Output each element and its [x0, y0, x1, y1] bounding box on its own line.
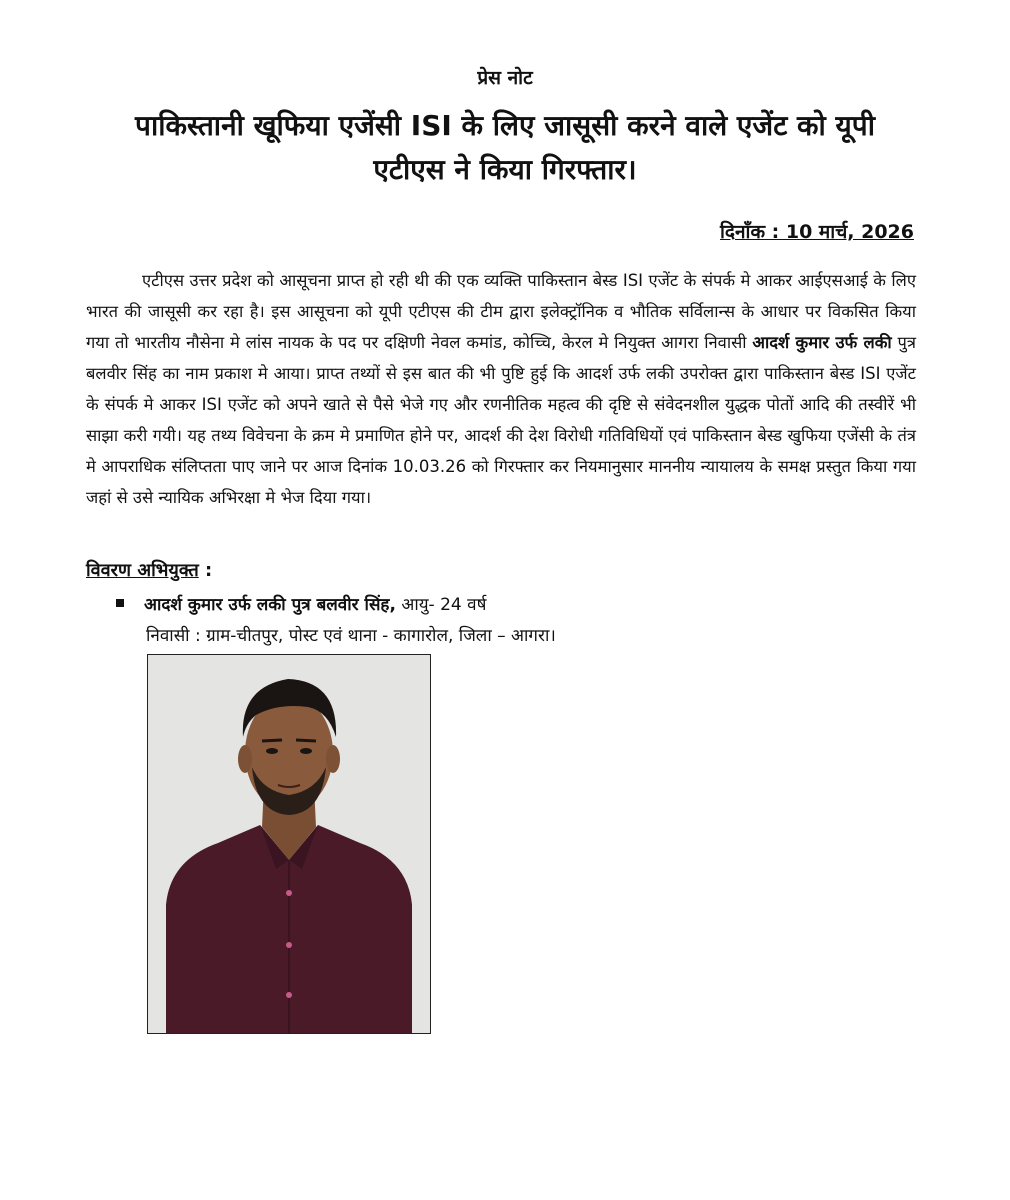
section-title-colon: : — [198, 560, 213, 581]
shirt-button-3 — [286, 992, 292, 998]
accused-photo-illustration — [148, 655, 430, 1033]
body-paragraph — [86, 265, 916, 513]
date-line: दिनाँक : 10 मार्च, 2026 — [719, 221, 914, 243]
shirt-button-1 — [286, 890, 292, 896]
headline-line-1: पाकिस्तानी खूफिया एजेंसी ISI के लिए जासूसी करने वाले एजेंट को यूपी — [135, 109, 875, 142]
left-eye — [266, 748, 278, 754]
accused-line-1 — [116, 590, 916, 621]
shirt-button-2 — [286, 942, 292, 948]
press-note-heading: प्रेस नोट — [477, 67, 533, 89]
body-text-part-2: पुत्र बलवीर सिंह का नाम प्रकाश मे आया। प्राप्त तथ्यों से इस बात की भी पुष्टि हुई कि आदर्श उर्फ लकी उपरोक्त द्वारा पाकिस्तान बेस्ड ISI एजेंट के संपर्क मे आकर ISI एजेंट को अपने खाते से पैसे भेजे गए और रणनीतिक महत्व की दृष्टि से संवेदनशील युद्धक पोतों आदि की तस्वीरें भी साझा करी गयी। यह तथ्य विवेचना के क्रम मे प्रमाणित होने पर, आदर्श की देश विरोधी गतिविधियों एवं पाकिस्तान बेस्ड खुफिया एजेंसी के तंत्र मे आपराधिक संलिप्तता पाए जाने पर आज दिनांक 10.03.26 को गिरफ्तार कर नियमानुसार माननीय न्यायालय के समक्ष प्रस्तुत किया गया जहां से उसे न्यायिक अभिरक्षा मे भेज दिया गया। — [86, 333, 916, 507]
body-bold-name: आदर्श कुमार उर्फ लकी — [752, 333, 892, 352]
headline — [80, 104, 930, 192]
left-eyebrow — [262, 740, 282, 741]
accused-address: निवासी : ग्राम-चीतपुर, पोस्ट एवं थाना - कागारोल, जिला – आगरा। — [146, 626, 556, 646]
right-ear — [326, 745, 340, 773]
right-eyebrow — [296, 740, 316, 741]
section-title-text: विवरण अभियुक्त — [86, 560, 199, 581]
accused-age: आयु- 24 वर्ष — [395, 595, 487, 615]
accused-details-title — [86, 558, 212, 582]
bullet-icon — [116, 599, 124, 607]
body-text-part-1: एटीएस उत्तर प्रदेश को आसूचना प्राप्त हो रही थी की एक व्यक्ति पाकिस्तान बेस्ड ISI एजेंट के संपर्क मे आकर आईएसआई के लिए भारत की जासूसी कर रहा है। इस आसूचना को यूपी एटीएस की टीम द्वारा इलेक्ट्रॉनिक व भौतिक सर्विलान्स के आधार पर विकसित किया गया तो भारतीय नौसेना मे लांस नायक के पद पर दक्षिणी नेवल कमांड, कोच्चि, केरल मे नियुक्त आगरा निवासी — [86, 271, 916, 352]
right-eye — [300, 748, 312, 754]
accused-photo — [147, 654, 431, 1034]
headline-line-2: एटीएस ने किया गिरफ्तार। — [373, 153, 637, 186]
accused-details — [116, 590, 916, 652]
accused-name: आदर्श कुमार उर्फ लकी पुत्र बलवीर सिंह, — [144, 595, 396, 615]
left-ear — [238, 745, 252, 773]
